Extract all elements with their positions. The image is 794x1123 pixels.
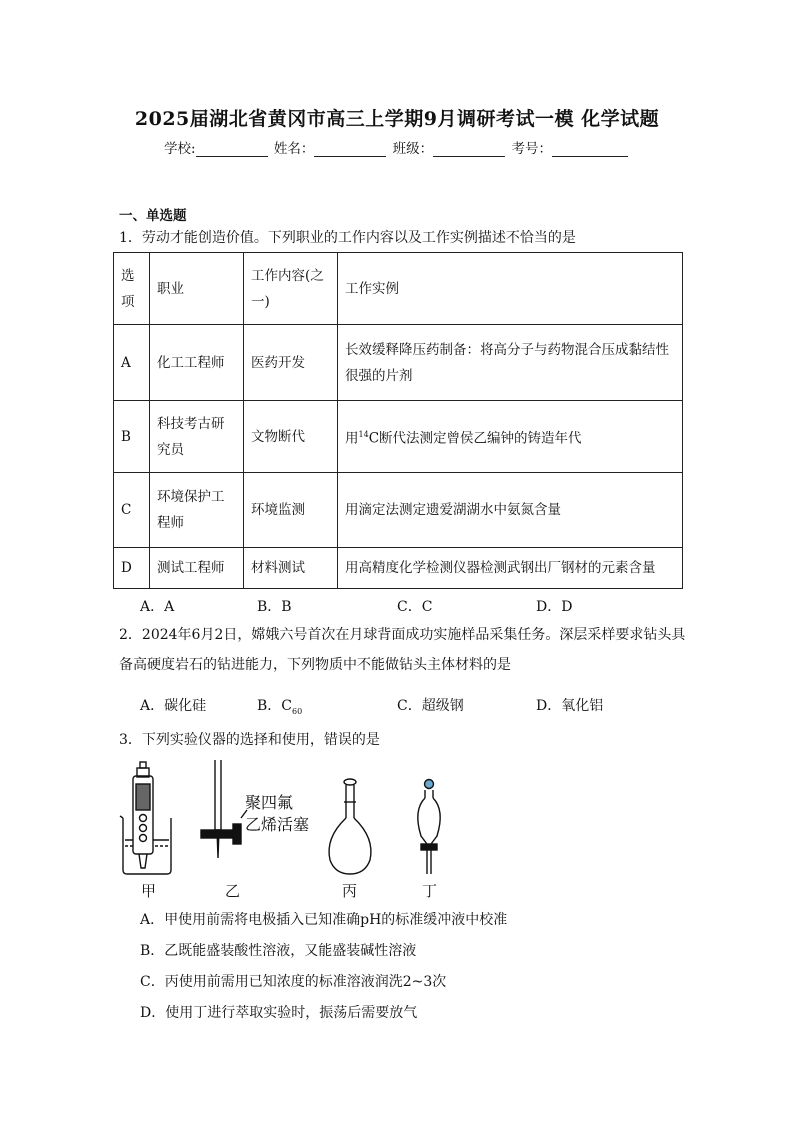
table-row (114, 325, 683, 401)
q3-option-a: A．甲使用前需将电极插入已知准确pH的标准缓冲液中校准 (140, 912, 508, 928)
table-row (114, 401, 683, 473)
q1-option-b: B．B (257, 599, 292, 615)
q3-option-d: D．使用丁进行萃取实验时，振荡后需要放气 (140, 1005, 418, 1021)
q1-stem: 1．劳动才能创造价值。下列职业的工作内容以及工作实例描述不恰当的是 (119, 230, 576, 246)
volumetric-flask-drawing (329, 779, 371, 874)
name-label: 姓名： (273, 141, 315, 157)
q2-option-c: C．超级钢 (397, 698, 464, 714)
q1-option-c: C．C (397, 599, 433, 615)
example-text-post: C断代法测定曾侯乙编钟的铸造年代 (368, 430, 582, 447)
student-info-line (0, 137, 794, 157)
isotope-superscript: 14 (358, 429, 369, 439)
class-blank (433, 141, 505, 157)
header-cell: 工作内容(之一) (244, 253, 338, 325)
content-cell: 环境监测 (244, 473, 338, 548)
example-text-pre: 用 (345, 430, 359, 447)
option-cell: B (114, 401, 150, 473)
annotation-line2: 乙烯活塞 (245, 815, 310, 834)
figure-label-ding: 丁 (422, 882, 438, 900)
job-cell: 环境保护工程师 (150, 473, 244, 548)
job-cell: 科技考古研究员 (150, 401, 244, 473)
q1-option-d: D．D (536, 599, 573, 615)
page-title: 2025届湖北省黄冈市高三上学期9月调研考试一模 化学试题 (134, 108, 660, 130)
header-cell: 工作实例 (338, 253, 683, 325)
job-cell: 测试工程师 (150, 548, 244, 589)
apparatus-figure (115, 758, 465, 876)
q2-option-a: A．碳化硅 (140, 698, 207, 714)
example-cell: 长效缓释降压药制备：将高分子与药物混合压成黏结性很强的片剂 (338, 325, 683, 401)
header-cell: 选项 (114, 253, 150, 325)
class-label: 班级： (392, 141, 434, 157)
q2-option-b-subscript: 60 (292, 706, 303, 716)
q3-option-c: C．丙使用前需用已知浓度的标准溶液润洗2~3次 (140, 974, 447, 990)
option-cell: D (114, 548, 150, 589)
header-cell: 职业 (150, 253, 244, 325)
exam-no-label: 考号： (511, 141, 552, 157)
q1-table (113, 252, 683, 589)
separatory-funnel-drawing (418, 780, 440, 875)
exam-no-blank (552, 141, 628, 157)
content-cell: 医药开发 (244, 325, 338, 401)
burette-drawing (201, 760, 247, 858)
q3-stem: 3．下列实验仪器的选择和使用，错误的是 (119, 732, 380, 748)
ph-meter-drawing (120, 762, 171, 874)
figure-label-yi: 乙 (225, 882, 241, 900)
content-cell: 文物断代 (244, 401, 338, 473)
q2-stem: 2．2024年6月2日，嫦娥六号首次在月球背面成功实施样品采集任务。深层采样要求钻头具备高硬度岩石的钻进能力，下列物质中不能做钻头主体材料的是 (119, 627, 686, 673)
table-row (114, 548, 683, 589)
annotation-line1: 聚四氟 (245, 793, 294, 812)
q2-option-b (257, 695, 302, 716)
option-cell: A (114, 325, 150, 401)
content-cell: 材料测试 (244, 548, 338, 589)
name-blank (314, 141, 386, 157)
figure-label-jia: 甲 (141, 882, 157, 900)
school-label: 学校: (164, 141, 196, 157)
section-heading: 一、单选题 (119, 208, 187, 224)
table-header-row (114, 253, 683, 325)
school-blank (196, 141, 268, 157)
example-cell: 用滴定法测定遗爱湖湖水中氨氮含量 (338, 473, 683, 548)
option-cell: C (114, 473, 150, 548)
q3-option-b: B．乙既能盛装酸性溶液，又能盛装碱性溶液 (140, 943, 417, 959)
table-row (114, 473, 683, 548)
example-cell (338, 401, 683, 473)
job-cell: 化工工程师 (150, 325, 244, 401)
example-cell: 用高精度化学检测仪器检测武钢出厂钢材的元素含量 (338, 548, 683, 589)
q2-option-b-text: B．C (257, 698, 292, 714)
q1-option-a: A．A (140, 599, 175, 615)
figure-label-bing: 丙 (342, 882, 358, 900)
q2-option-d: D．氧化铝 (536, 698, 604, 714)
